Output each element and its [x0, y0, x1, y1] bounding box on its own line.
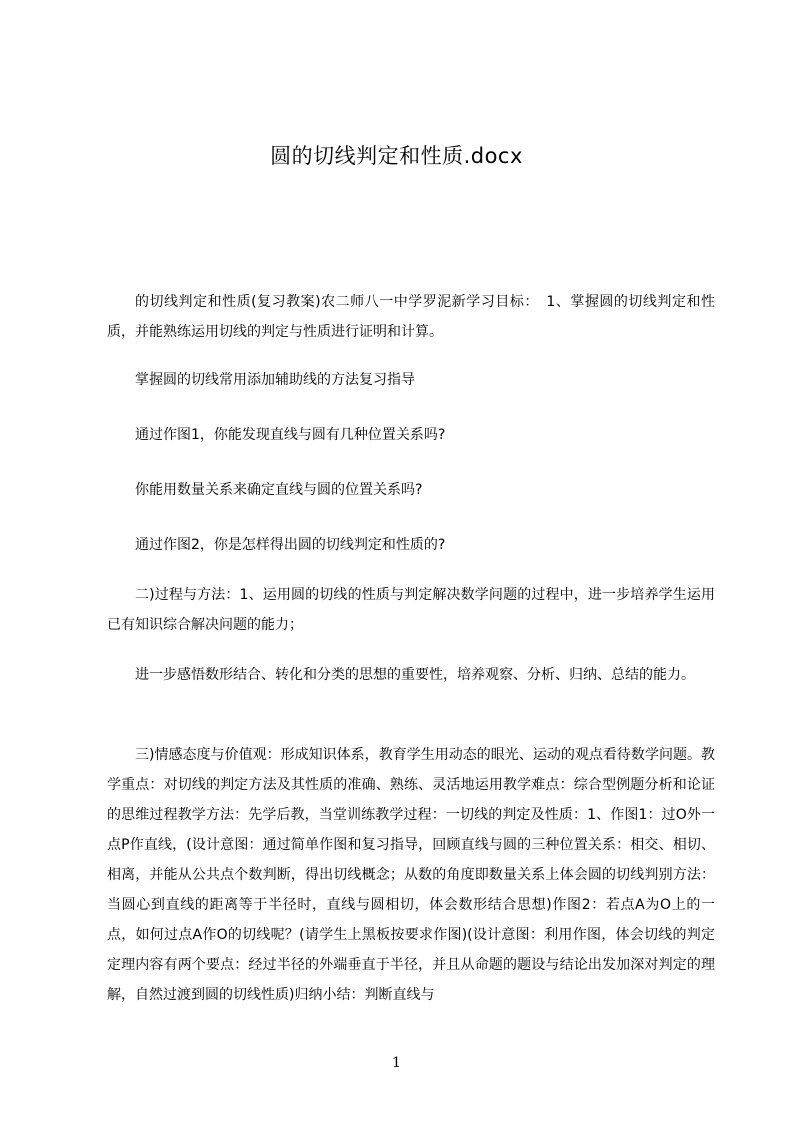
- paragraph-thinking-skills: 进一步感悟数形结合、转化和分类的思想的重要性，培养观察、分析、归纳、总结的能力。: [135, 667, 695, 683]
- paragraph-process-methods: 二)过程与方法：1、运用圆的切线的性质与判定解决数学问题的过程中，进一步培养学生运用已有知识综合解决问题的能力；: [107, 587, 715, 633]
- paragraph-question-2: 你能用数量关系来确定直线与圆的位置关系吗?: [135, 482, 423, 498]
- paragraph-learning-objectives: 的切线判定和性质(复习教案)农二师八一中学罗泥新学习目标： 1、掌握圆的切线判定和性质，并能熟练运用切线的判定与性质进行证明和计算。: [107, 294, 715, 340]
- paragraph-question-3: 通过作图2，你是怎样得出圆的切线判定和性质的?: [135, 537, 446, 553]
- document-title: 圆的切线判定和性质.docx: [270, 144, 523, 168]
- paragraph-attitudes-and-process: 三)情感态度与价值观：形成知识体系，教育学生用动态的眼光、运动的观点看待数学问题。教学重点：对切线的判定方法及其性质的准确、熟练、灵活地运用教学难点：综合型例题分析和论证的思维过程教学方法：先学后教，当堂训练教学过程：一切线的判定及性质：1、作图1：过O外一点P作直线，(设计意图：通过简单作图和复习指导，回顾直线与圆的三种位置关系：相交、相切、相离，并能从公共点个数判断，得出切线概念；从数的角度即数量关系上体会圆的切线判别方法：当圆心到直线的距离等于半径时，直线与圆相切，体会数形结合思想)作图2：若点A为O上的一点，如何过点A作O的切线呢？(请学生上黑板按要求作图)(设计意图：利用作图，体会切线的判定定理内容有两个要点：经过半径的外端垂直于半径，并且从命题的题设与结论出发加深对判定的理解，自然过渡到圆的切线性质)归纳小结：判断直线与: [107, 747, 715, 1003]
- paragraph-review-guide: 掌握圆的切线常用添加辅助线的方法复习指导: [135, 372, 415, 388]
- paragraph-question-1: 通过作图1，你能发现直线与圆有几种位置关系吗?: [135, 427, 446, 443]
- page-number: 1: [392, 1055, 401, 1071]
